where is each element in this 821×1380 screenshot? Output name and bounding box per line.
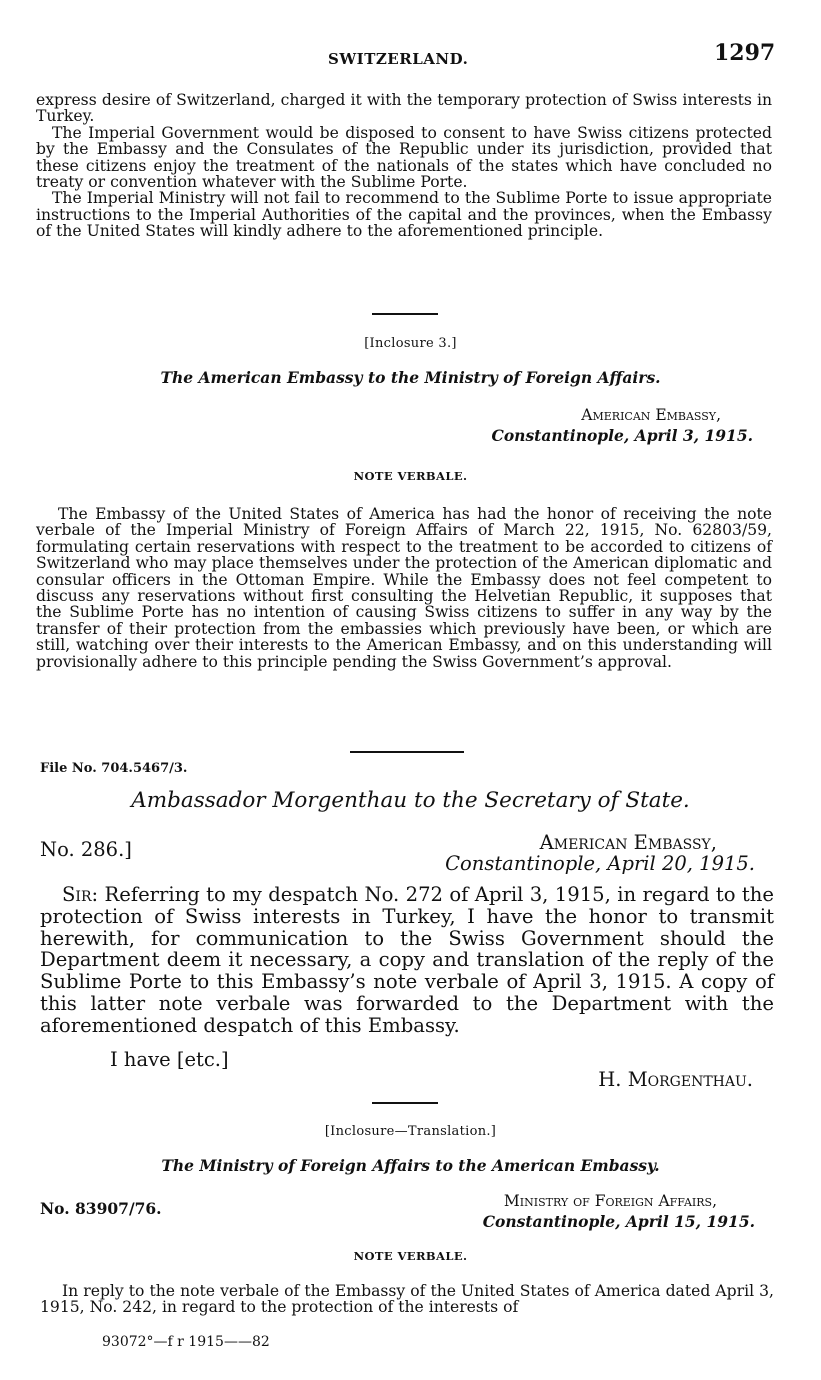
closing: I have [etc.] [110, 1048, 229, 1071]
note-title: NOTE VERBALE. [353, 469, 468, 483]
note-title: NOTE VERBALE. [353, 1249, 468, 1263]
file-number: File No. 704.5467/3. [40, 761, 188, 776]
section-divider [372, 1102, 438, 1104]
dateline-place: Ministry of Foreign Affairs, [503, 1192, 717, 1210]
signature: H. Morgenthau. [598, 1068, 753, 1091]
top-section [36, 92, 772, 240]
note-number: No. 83907/76. [40, 1199, 162, 1218]
inclosure-heading: The Ministry of Foreign Affairs to the American Embassy. [161, 1156, 660, 1175]
dateline-place: American Embassy, [581, 406, 721, 424]
paragraph: Referring to my despatch No. 272 of April 3, 1915, in regard to the protection of Swiss interests in Turkey, I have the honor to transmit herewith, for communication to the Swiss Government should the Department deem it necessary, a copy and translation of the reply of the Sublime Porte to this Embassy’s note verbale of April 3, 1915. A copy of this latter note verbale was forwarded to the Department with the aforementioned despatch of this Embassy. [40, 883, 774, 1037]
despatch-number: No. 286.] [40, 838, 132, 861]
inclosure-label: [Inclosure—Translation.] [324, 1124, 497, 1139]
running-title: SWITZERLAND. [328, 50, 469, 68]
despatch-dateline-place: American Embassy, [539, 831, 717, 854]
despatch-body [40, 884, 774, 1037]
section-divider [350, 751, 464, 753]
inclosure-label: [Inclosure 3.] [364, 336, 457, 351]
inclosure-heading: The American Embassy to the Ministry of Foreign Affairs. [160, 368, 661, 387]
paragraph: The Imperial Government would be disposed to consent to have Swiss citizens protected by the Embassy and the Consulates of the Republic under its jurisdiction, provided that these citizens enjoy the treatment of the nationals of the states which have concluded no treaty or convention whatever with the Sublime Porte. [36, 123, 772, 192]
inclosure-body [36, 506, 772, 670]
page-number: 1297 [714, 40, 776, 66]
paragraph: express desire of Switzerland, charged it with the temporary protection of Swiss interests in Turkey. [36, 91, 772, 126]
paragraph: The Imperial Ministry will not fail to recommend to the Sublime Porte to issue appropriate instructions to the Imperial Authorities of the capital and the provinces, when the Embassy of the United States will kindly adhere to the aforementioned principle. [36, 189, 772, 241]
despatch-dateline-date: Constantinople, April 20, 1915. [445, 852, 755, 875]
section-divider [372, 313, 438, 315]
printer-signature-mark: 93072°—f r 1915——82 [102, 1334, 270, 1350]
salutation: Sir: [62, 883, 99, 906]
paragraph: The Embassy of the United States of America has had the honor of receiving the note verbale of the Imperial Ministry of Foreign Affairs of March 22, 1915, No. 62803/59, formulating certain reservations with respect to the treatment to be accorded to citizens of Switzerland who may place themselves under the protection of the American diplomatic and consular officers in the Ottoman Empire. While the Embassy does not feel competent to discuss any reservations without first consulting the Helvetian Republic, it supposes that the Sublime Porte has no intention of causing Swiss citizens to suffer in any way by the transfer of their protection from the embassies which previously have been, or which are still, watching over their interests to the American Embassy, and on this understanding will provisionally adhere to this principle pending the Swiss Government’s approval. [36, 505, 772, 671]
inclosure-body [40, 1283, 774, 1316]
dateline-date: Constantinople, April 3, 1915. [491, 426, 753, 445]
paragraph: In reply to the note verbale of the Embassy of the United States of America dated April 3, 1915, No. 242, in regard to the protection of the interests of [40, 1282, 774, 1317]
despatch-heading: Ambassador Morgenthau to the Secretary of State. [131, 788, 690, 813]
dateline-date: Constantinople, April 15, 1915. [482, 1212, 755, 1231]
